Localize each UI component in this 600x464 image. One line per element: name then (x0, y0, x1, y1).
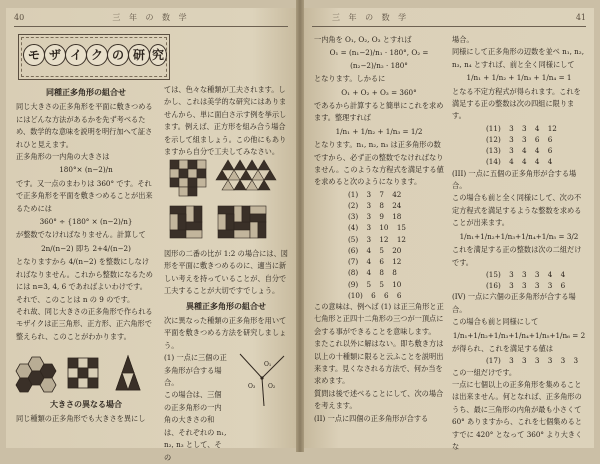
formula: 1/n₁ + 1/n₂ + 1/n₃ = 1/2 (335, 126, 423, 136)
header-rule (14, 26, 288, 27)
section-heading: 異種正多角形の組合せ (186, 301, 266, 311)
square-tiling (68, 358, 98, 388)
mosaic-figures (166, 156, 288, 248)
list-item: (16) 3 3 3 3 6 (486, 281, 566, 291)
triangle-mosaic (216, 160, 276, 190)
formula: 360° ÷ {180° × (n−2)/n} (39, 217, 133, 227)
list-item: (4) 3 10 15 (348, 223, 406, 233)
paragraph: 同じ種類の正多角形でも大きさを異にし (16, 414, 146, 424)
formula: 2n/(n−2) 即ち 2+4/(n−2) (41, 243, 131, 253)
paragraph: 図形の二番の比が 1:2 の場合には、図形を平面に敷きつめるのに、適当に新しい考えを持っていることが、自分で工夫することが大切ですでしょう。 (164, 249, 288, 296)
paragraph: 一内角を O₁, O₂, O₃ とすれば (314, 35, 412, 44)
list-item: (3) 3 9 18 (348, 212, 402, 222)
list-item: (9) 5 5 10 (348, 279, 402, 289)
running-title: 三 年 の 数 学 (332, 13, 410, 22)
title-char: イ (65, 44, 87, 66)
formula: 1/n₁+1/n₂+1/n₃+1/n₄+1/n₅ = 3/2 (459, 231, 579, 241)
right-page-header (312, 12, 586, 26)
hexagon-tiling (16, 357, 56, 392)
right-column-1 (314, 34, 444, 446)
list-item: (15) 3 3 3 4 4 (486, 269, 566, 279)
paragraph: ては、色々な種類が工夫されます。しかし、これは美学的な研究にはありませんから、単に面白さ示す例を挙示します。例えば、正方形を組み合う場合を示して組ましょう。この他にもありますから自分で工夫してみなさい。 (164, 85, 287, 157)
paragraph: この意味は、例へば (1) は正三角形と正七角形と正四十二角形の三つが一頂点に会する事ができることを意味します。 (314, 301, 444, 336)
paragraph: この場合も前と同様にして (452, 317, 539, 327)
running-title: 三 年 の 数 学 (112, 13, 190, 22)
paragraph: またこれ以外に解はない。即ち敷き方は以上の十種類に限ると云ふことを説明出来ます。見くなされる方法で、何か当を求めます。 (314, 339, 444, 386)
angle-label: O₂ (268, 383, 276, 390)
paragraph: 同様にして正多角形の辺数を並べ n₁, n₂, n₃, n₄ とすれば、前と全く同様にして (452, 47, 584, 69)
list-item: (13) 3 4 4 6 (486, 146, 553, 156)
book-gutter (296, 0, 304, 452)
paragraph: が整数でなければなりません。計算して (16, 230, 146, 240)
tiling-figures (18, 352, 154, 394)
left-column-2-top (164, 84, 288, 157)
solution-list (452, 269, 586, 291)
list-item: (6) 4 5 20 (348, 245, 402, 255)
paragraph: が得られ、これを満足する値は (452, 343, 554, 353)
paragraph: (1) 一点に三個の正多角形が合する場合。 (164, 353, 227, 388)
title-char: 研 (128, 44, 150, 66)
paragraph: (III) 一点に五個の正多角形が合する場合。 (452, 168, 577, 191)
paragraph: それで、このことは n の 9 のです。 (16, 294, 135, 304)
paragraph: 一点に七個以上の正多角形を集めることは出来ません。何となれば、正多角形のうち、最に三角形の内角が最も小さくて 60° ありますから、これを七個集めるとすでに 420° となって 360° より大きくな (452, 379, 583, 451)
paragraph: この場合も前と全く同様にして、次の不定方程式を満足するような整数を求めることが出来ます。 (452, 193, 582, 228)
left-column-2-bottom (164, 248, 288, 462)
header-rule (312, 26, 586, 27)
angle-label: O₁ (264, 361, 272, 368)
list-item: (1) 3 7 42 (348, 189, 402, 199)
paragraph: (II) 一点に四個の正多角形が合する (314, 413, 429, 423)
paragraph: となる不定方程式が得られます。これを満足する正の整数は次の四組に限ります。 (452, 86, 581, 121)
formula: 180°× (n−2)/n (59, 165, 113, 175)
paragraph-narrow (164, 352, 228, 464)
right-column-2 (452, 34, 586, 451)
title-char: ザ (44, 44, 66, 66)
paragraph: 同じ大きさの正多角形を平面に敷きつめるにはどんな方法があるかを先ず考べるため、数学的な意味を説明を明行加へて証されひと見えます。 (16, 102, 153, 149)
formula: 1/n₁ + 1/n₂ + 1/n₃ + 1/n₄ = 1 (466, 73, 572, 83)
list-item: (8) 4 8 8 (348, 268, 397, 278)
paragraph: これを満足する正の整数は次の二組だけです。 (452, 245, 582, 267)
list-item: (14) 4 4 4 4 (486, 157, 553, 167)
list-item: (5) 3 12 12 (348, 234, 406, 244)
paragraph: となります。しかるに (314, 74, 386, 84)
formula: 1/n₁+1/n₂+1/n₃+1/n₄+1/n₅+1/n₆ = 2 (452, 330, 586, 340)
solution-list (452, 123, 586, 168)
title-char: の (107, 44, 129, 66)
section-heading: 大きさの異なる場合 (50, 400, 122, 409)
left-page (6, 8, 296, 462)
list-item: (11) 3 3 4 12 (486, 123, 557, 133)
paragraph: この一組だけです。 (452, 367, 517, 377)
triangle-tiling (116, 356, 140, 390)
title-char: 究 (149, 44, 167, 66)
list-item: (2) 3 8 24 (348, 201, 402, 211)
left-page-header (14, 12, 288, 26)
domino-mosaic-1 (170, 206, 202, 238)
formula: O₁ + O₂ + O₃ = 360° (341, 87, 417, 97)
diamond-mosaic (170, 160, 206, 196)
paragraph: です。又一点のまわりは 360° です。それで正多角形を平面を敷きつめることが出来るためには (16, 178, 153, 213)
paragraph: 正多角形の一内角の大きさは (16, 152, 110, 162)
section-heading: 同種正多角形の組合せ (46, 88, 126, 97)
left-column-1-bottom (16, 396, 156, 446)
page-number: 40 (14, 13, 25, 22)
paragraph: であるから計算すると簡単にこれを求めます。整理すれば (314, 101, 444, 123)
angle-label: O₃ (248, 383, 256, 390)
title-char: モ (23, 44, 45, 66)
solution-list (314, 189, 444, 301)
title-char: ク (86, 44, 108, 66)
paragraph: 質問は後で述べることにして、次の場合を考えます。 (314, 388, 444, 411)
paragraph: それ故、同じ大きさの正多角形で作られるモザイクは正三角形、正方形、正六角形で整えられ、このことがわかります。 (16, 306, 153, 341)
list-item: (10) 6 6 6 (348, 290, 402, 300)
list-item: (17) 3 3 3 3 3 3 (486, 356, 579, 366)
page-number: 41 (575, 13, 586, 22)
list-item: (12) 3 3 6 6 (486, 135, 553, 145)
right-page (304, 8, 594, 451)
article-title (18, 34, 170, 80)
list-item: (7) 4 6 12 (348, 257, 402, 267)
paragraph: この場合は、三個の正多角形の一内角の大きさの和は、それぞれの n₁, n₂, n₃ として、その (164, 390, 227, 462)
solution-list (452, 355, 586, 366)
paragraph: 次に異なった種類の正多角形を用いて平面を敷きつめる方法を研究しましょう。 (164, 316, 287, 350)
paragraph: となりますから 4/(n−2) を整数にしなければなりません。これから整数になるためには n=3, 4, 6 であればよいわけです。 (16, 257, 153, 292)
paragraph: 場合。 (452, 35, 474, 44)
domino-mosaic-2 (218, 206, 266, 238)
paragraph: (IV) 一点に六個の正多角形が合する場合。 (452, 292, 576, 314)
paragraph: となります。n₁, n₂, n₃ は正多角形の数ですから、必ず正の整数でなければなりません。このような方程式を満足する値を求めると次のようになります。 (314, 140, 444, 187)
vertex-diagram (234, 348, 290, 408)
formula: O₁ = (n₁−2)/n₁ · 180°, O₂ = (n₂−2)/n₂ · 180° (329, 48, 429, 70)
